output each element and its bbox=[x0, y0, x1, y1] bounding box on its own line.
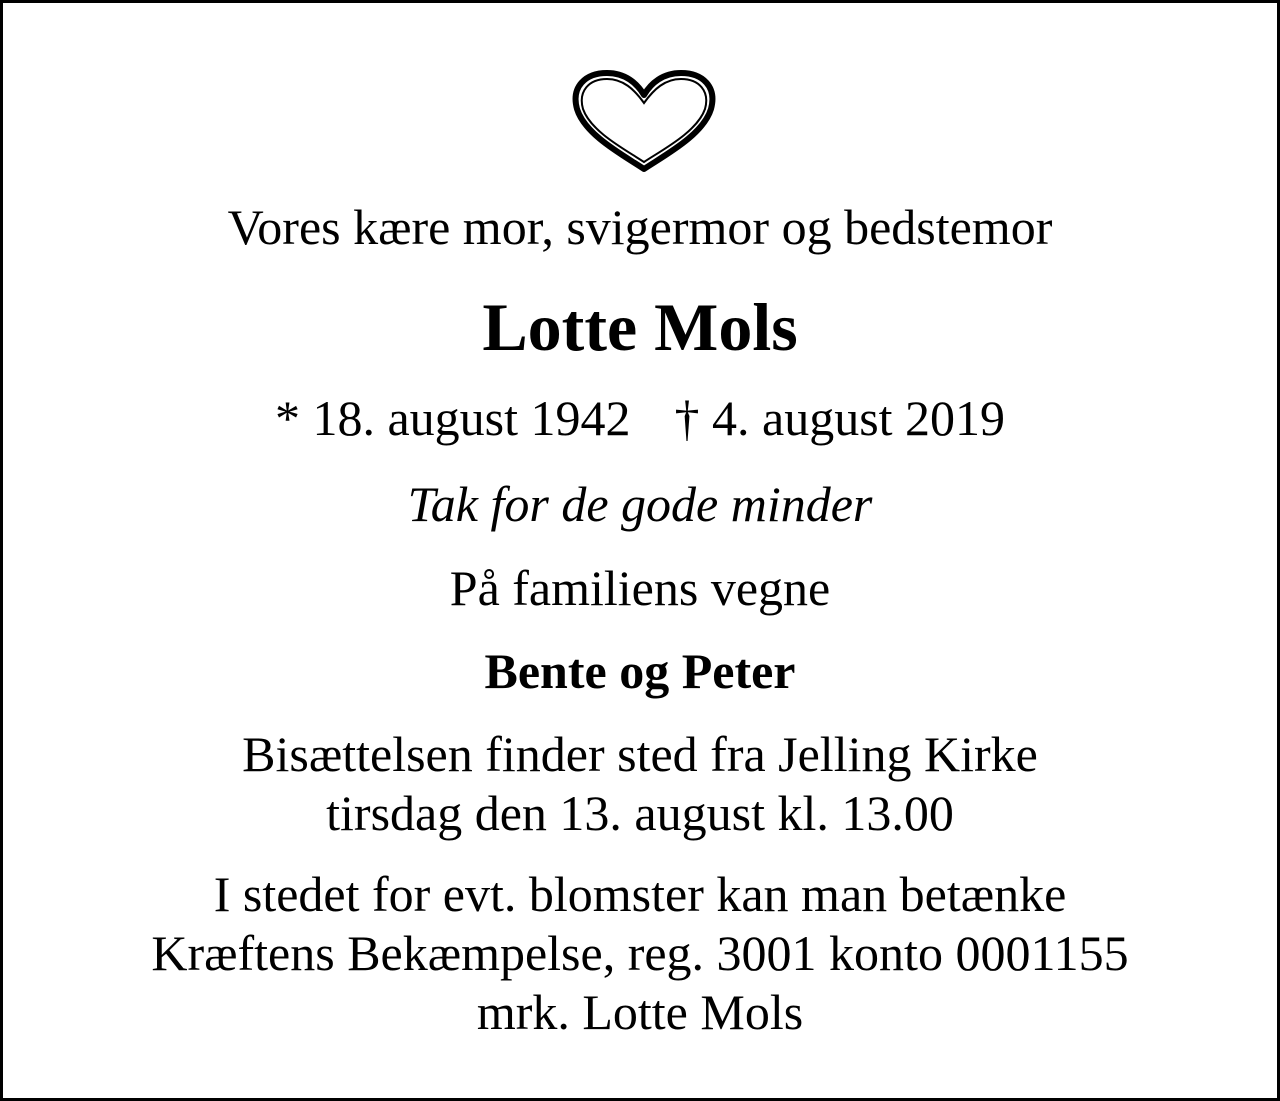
donation-line: Kræftens Bekæmpelse, reg. 3001 konto 0001155 bbox=[151, 925, 1129, 981]
service-line: Bisættelsen finder sted fra Jelling Kirke bbox=[242, 726, 1038, 782]
memorial-motto: Tak for de gode minder bbox=[407, 476, 873, 532]
death-date: † 4. august 2019 bbox=[674, 390, 1006, 446]
deceased-name: Lotte Mols bbox=[482, 289, 798, 365]
service-line: tirsdag den 13. august kl. 13.00 bbox=[326, 785, 954, 841]
signers: Bente og Peter bbox=[484, 643, 796, 699]
heart-icon bbox=[571, 69, 717, 173]
life-dates bbox=[3, 390, 1277, 446]
donation-line: I stedet for evt. blomster kan man betænke bbox=[213, 866, 1067, 922]
intro-text: Vores kære mor, svigermor og bedstemor bbox=[227, 199, 1053, 255]
birth-date: * 18. august 1942 bbox=[274, 390, 631, 446]
donation-line: mrk. Lotte Mols bbox=[476, 984, 804, 1040]
family-line: På familiens vegne bbox=[449, 560, 831, 616]
